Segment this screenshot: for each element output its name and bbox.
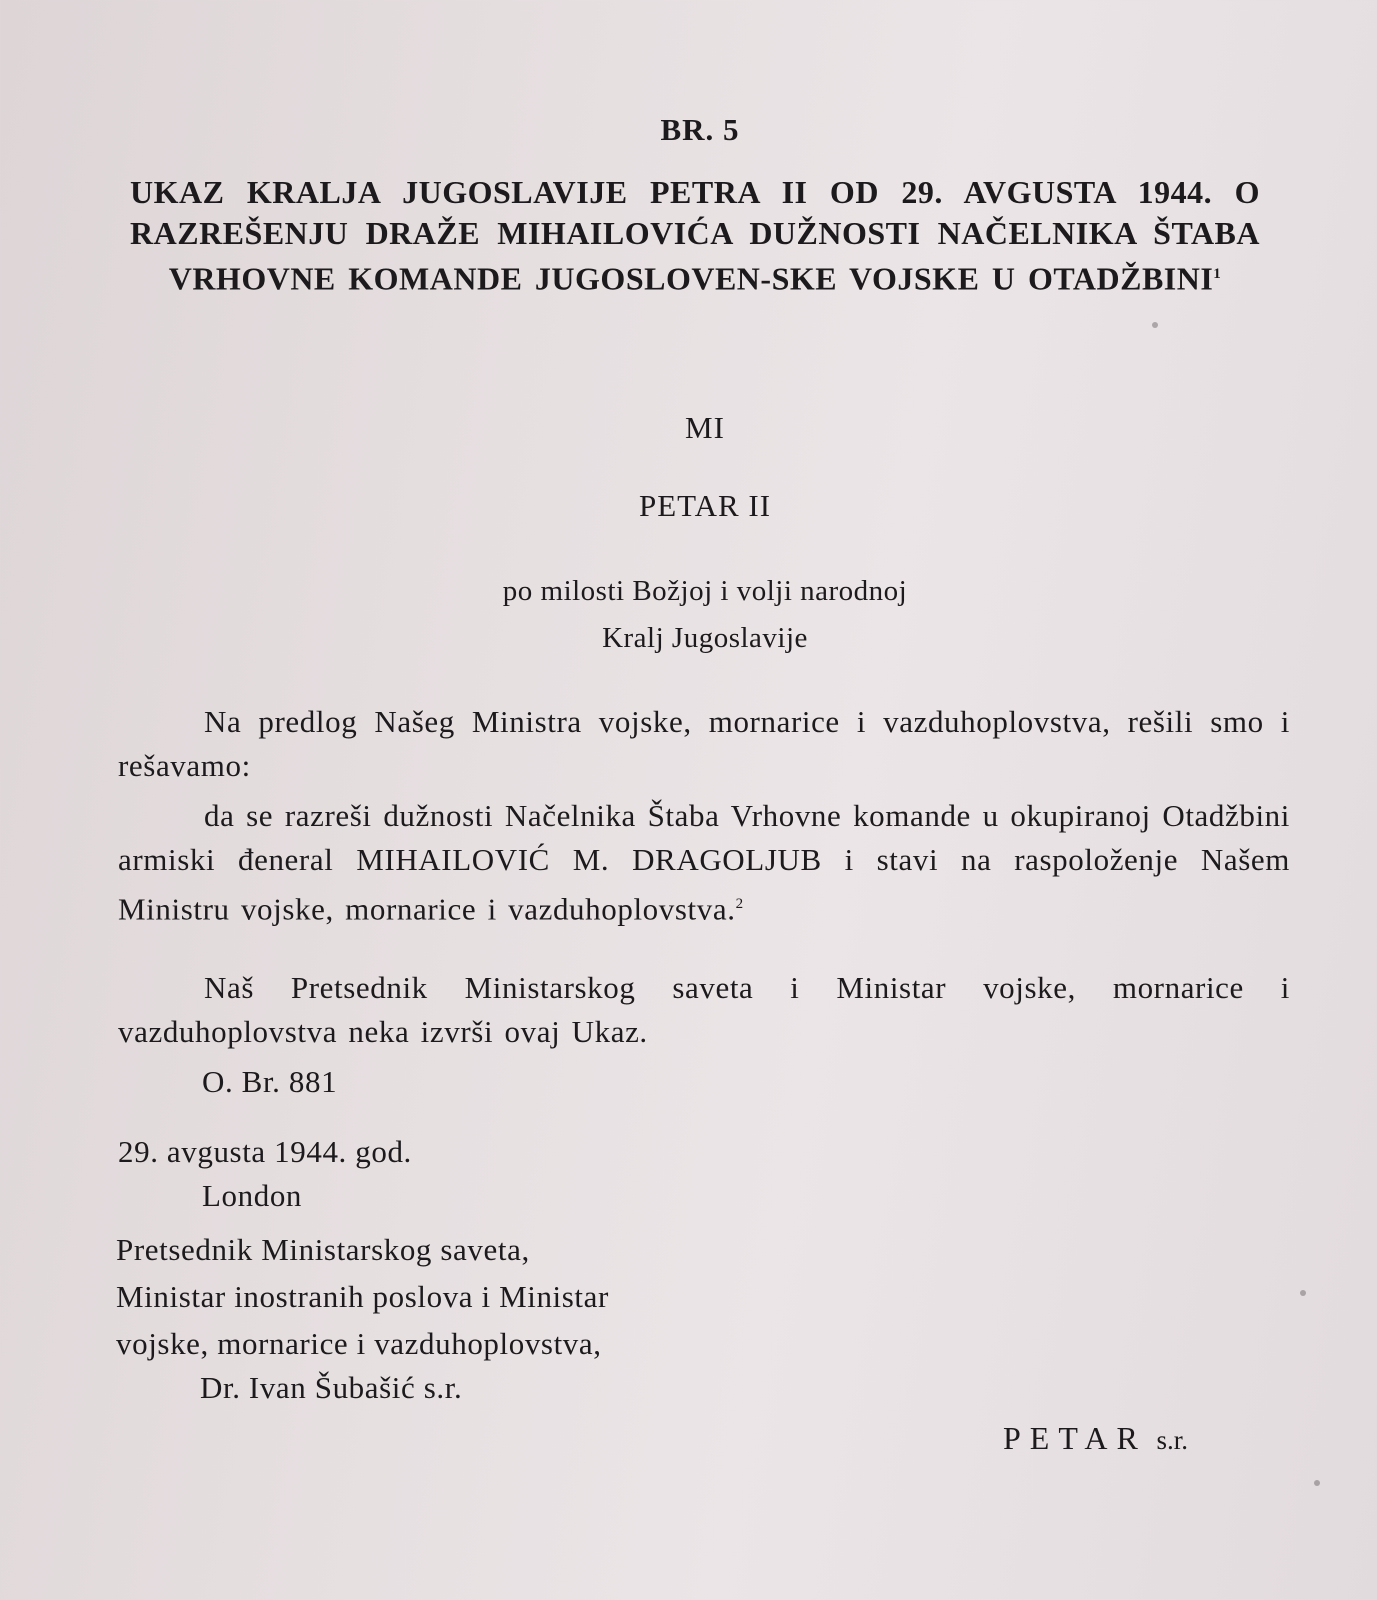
order-number: O. Br. 881 [202, 1064, 338, 1099]
paper-speck [1152, 322, 1158, 328]
royal-signature-suffix: s.r. [1156, 1425, 1189, 1455]
paragraph-decision [118, 794, 1290, 935]
paragraph-execution [118, 966, 1290, 1058]
issue-place: London [202, 1178, 303, 1213]
document-title-text: UKAZ KRALJA JUGOSLAVIJE PETRA II OD 29. AVGUSTA 1944. O RAZREŠENJU DRAŽE MIHAILOVIĆA DUŽNOSTI NAČELNIKA ŠTABA VRHOVNE KOMANDE JUGOSLOVEN-SKE VOJSKE U OTADŽBINI [130, 174, 1260, 297]
issue-date: 29. avgusta 1944. god. [118, 1134, 412, 1169]
paragraph-text-with-footnote [118, 794, 1290, 931]
countersignatory-title-line: vojske, mornarice i vazduhoplovstva, [116, 1326, 602, 1361]
paper-speck [1314, 1480, 1320, 1486]
paper-speck [1300, 1290, 1306, 1296]
paragraph-proposal [118, 700, 1290, 792]
countersignatory-title-line: Ministar inostranih poslova i Ministar [116, 1279, 609, 1314]
preamble-grace: po milosti Božjoj i volji narodnoj [502, 575, 908, 607]
preamble-monarch: PETAR II [638, 488, 772, 523]
preamble-king-title: Kralj Jugoslavije [602, 622, 808, 654]
countersignatory-title-line: Pretsednik Ministarskog saveta, [116, 1232, 530, 1267]
footnote-marker: 2 [735, 896, 744, 912]
document-title [130, 172, 1260, 300]
title-footnote-marker: 1 [1213, 266, 1222, 282]
countersignatory-name: Dr. Ivan Šubašić s.r. [200, 1370, 463, 1405]
royal-signature-name: PETAR [1003, 1420, 1147, 1456]
countersignatory-title [116, 1226, 876, 1367]
paragraph-text: Naš Pretsednik Ministarskog saveta i Ministar vojske, mornarice i vazduhoplovstva neka izvrši ovaj Ukaz. [118, 970, 1290, 1049]
paragraph-text: Na predlog Našeg Ministra vojske, mornarice i vazduhoplovstva, rešili smo i rešavamo: [118, 704, 1290, 783]
royal-signature [1003, 1420, 1188, 1457]
document-number: BR. 5 [660, 112, 740, 147]
paragraph-text: da se razreši dužnosti Načelnika Štaba Vrhovne komande u okupiranoj Otadžbini armiski đeneral MIHAILOVIĆ M. DRAGOLJUB i stavi na raspoloženje Našem Ministru vojske, mornarice i vazduhoplovstva. [118, 798, 1290, 927]
preamble-we: MI [685, 410, 725, 445]
